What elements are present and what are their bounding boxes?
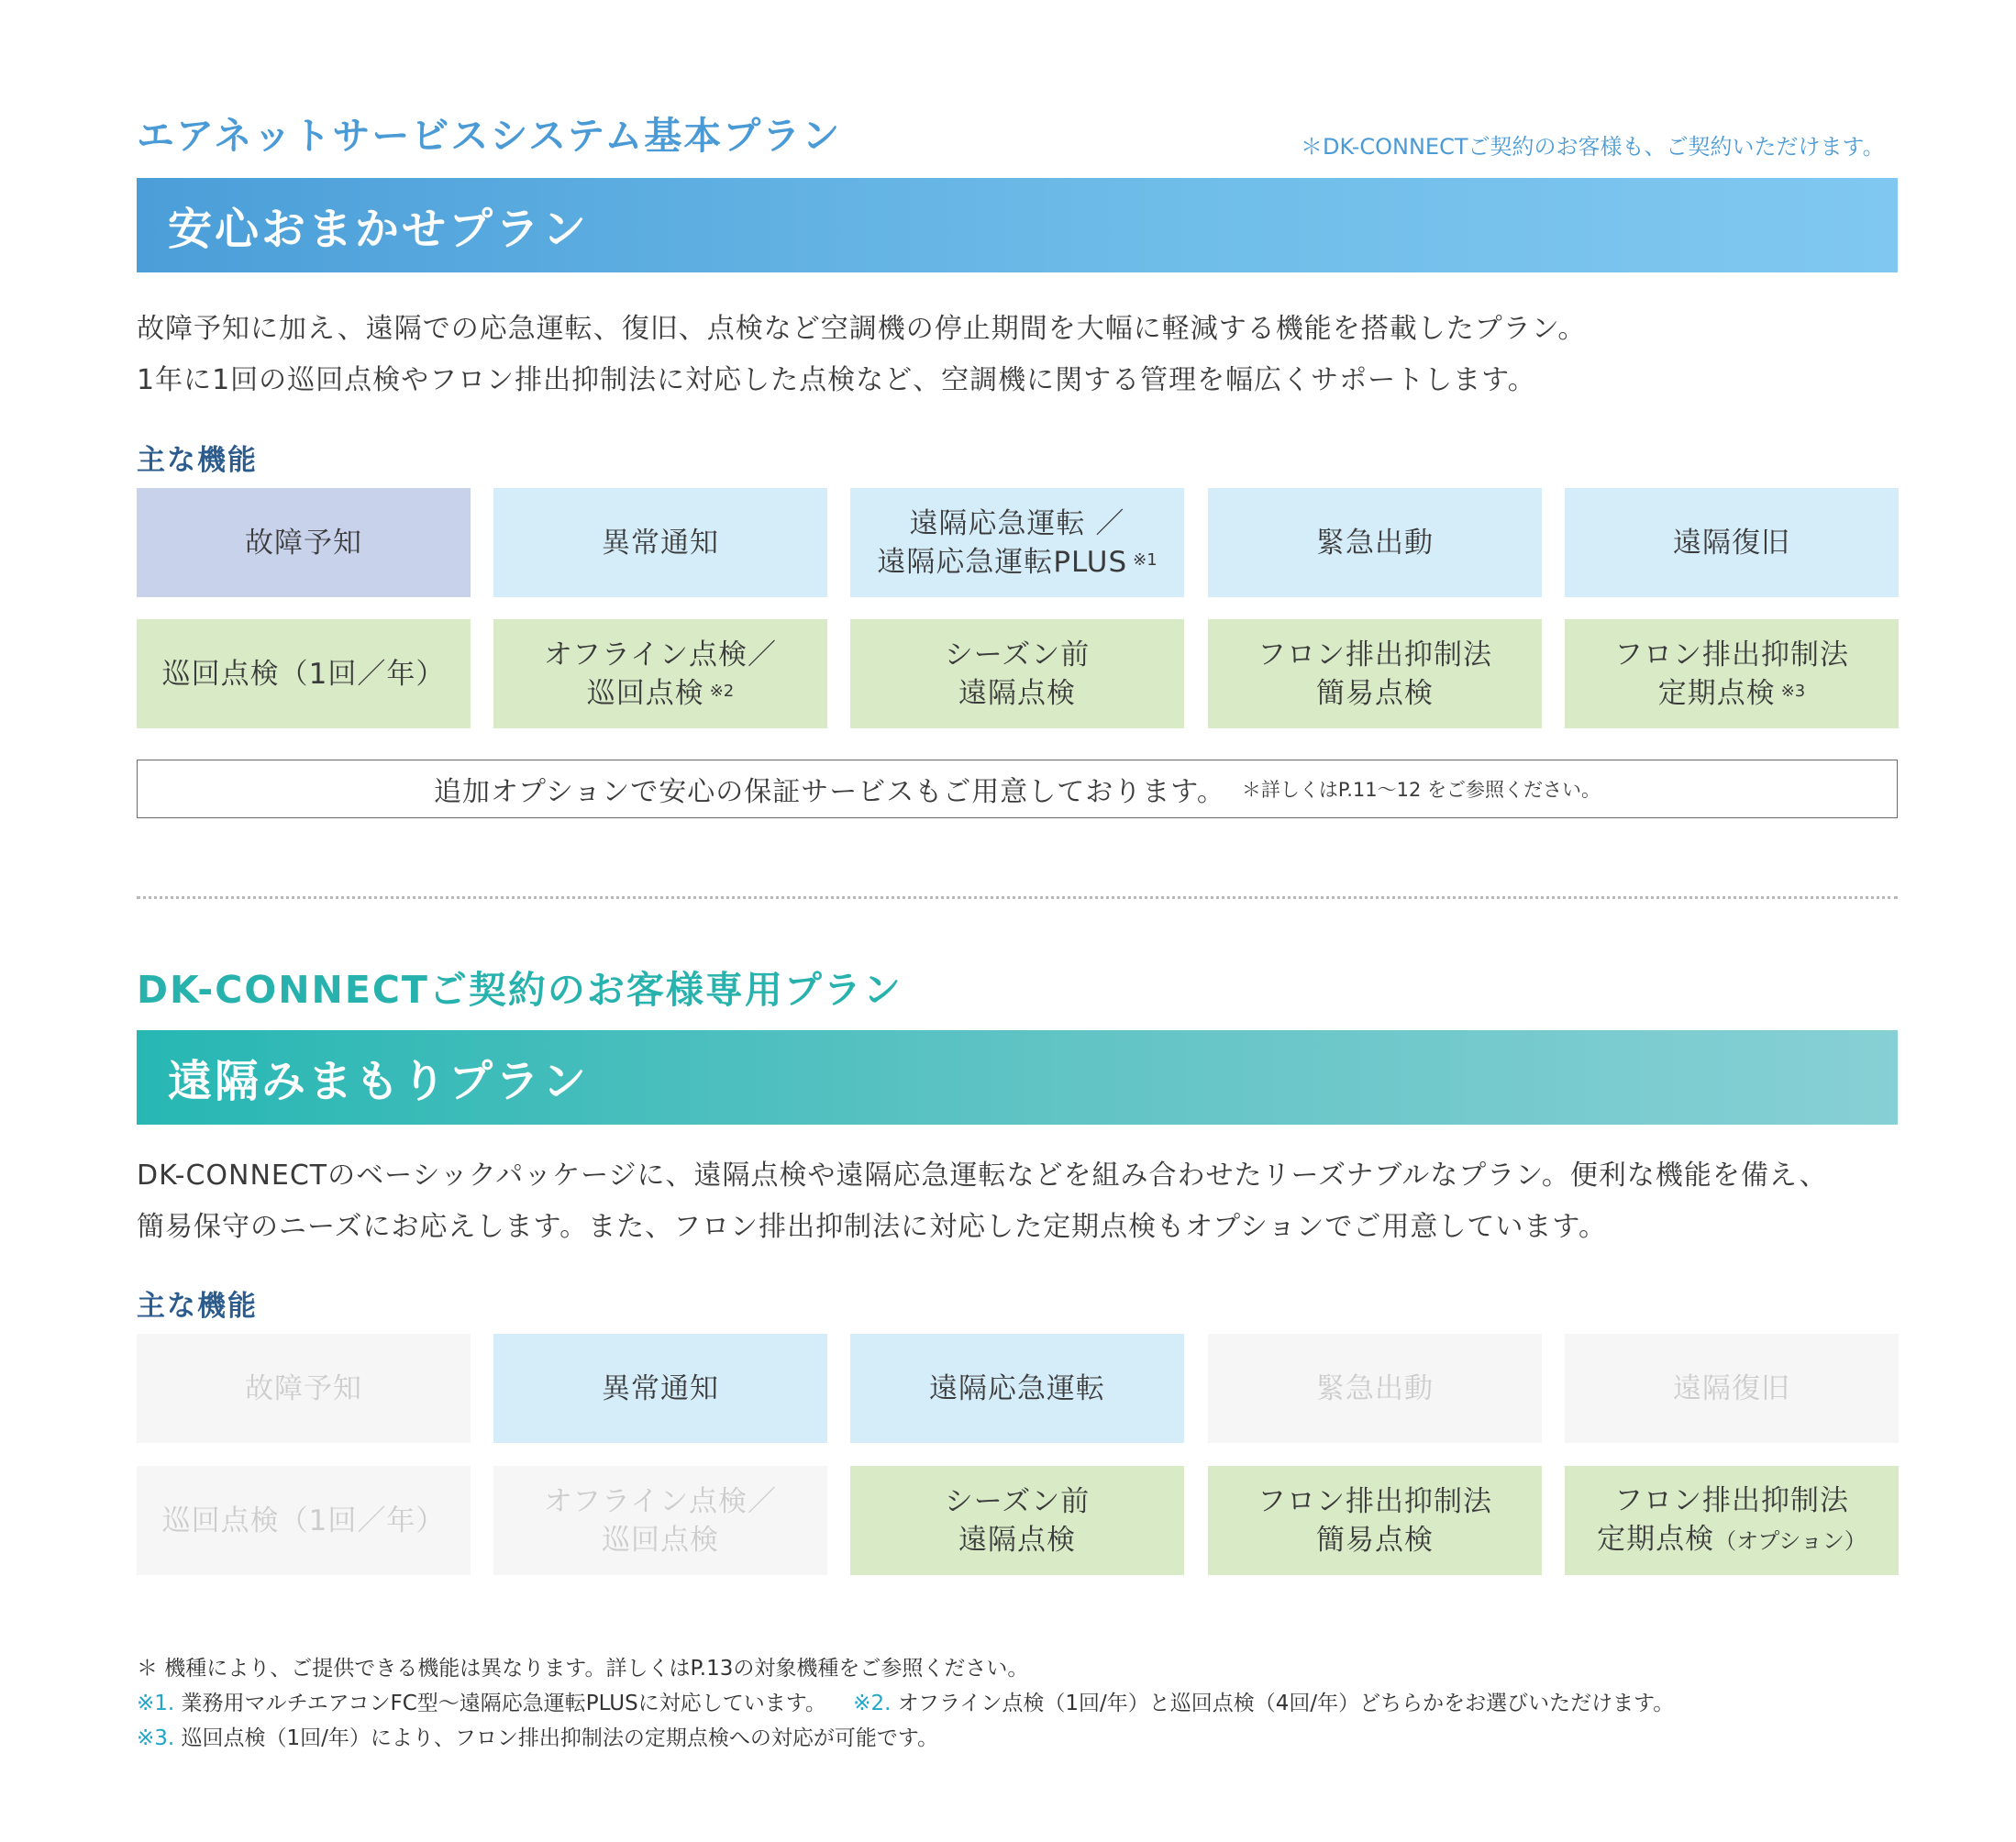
footnote-ref: ※3 (1780, 681, 1806, 701)
feature-freon-simple-inspection (1208, 619, 1542, 728)
feature-label-line2: 遠隔点検 (958, 676, 1076, 710)
feature-emergency-dispatch (1208, 488, 1542, 597)
footnote-general: ＊ 機種により、ご提供できる機能は異なります。詳しくはP.13の対象機種をご参照ください。 (137, 1657, 1029, 1681)
plan1-features-heading: 主な機能 (137, 444, 258, 477)
feature-offline-inspection (493, 619, 827, 728)
feature-offline-inspection-unavailable (493, 1466, 827, 1575)
footnote-text-3: 巡回点検（1回/年）により、フロン排出抑制法の定期点検への対応が可能です。 (181, 1726, 939, 1750)
feature-label: 故障予知 (245, 526, 362, 560)
feature-label-line1: シーズン前 (944, 1484, 1091, 1518)
plan1-description (137, 304, 1925, 406)
footnote-mark-3: ※3. (137, 1726, 175, 1750)
plan2-features-heading: 主な機能 (137, 1290, 258, 1323)
plan2-description (137, 1150, 1925, 1253)
feature-label-line1: オフライン点検／ (543, 638, 778, 671)
feature-patrol-inspection-unavailable (137, 1466, 471, 1575)
feature-label-line1: オフライン点検／ (543, 1484, 778, 1518)
feature-preseason-remote-inspection (850, 1466, 1184, 1575)
feature-label-line1: フロン排出抑制法 (1614, 638, 1849, 671)
plan2-title: 遠隔みまもりプラン (168, 1056, 590, 1107)
feature-error-notification (493, 1334, 827, 1443)
footnote-ref: ※1 (1133, 549, 1158, 570)
section-divider (137, 896, 1898, 899)
plan1-note: ＊DK-CONNECTご契約のお客様も、ご契約いただけます。 (1301, 134, 1885, 160)
option-text: 追加オプションで安心の保証サービスもご用意しております。 (433, 776, 1225, 808)
feature-remote-recovery-unavailable (1565, 1334, 1899, 1443)
footnotes-1-2 (137, 1686, 1674, 1721)
plan1-subtitle: エアネットサービスシステム基本プラン (137, 114, 842, 158)
option-page-reference: ＊詳しくはP.11～12 をご参照ください。 (1241, 779, 1601, 801)
option-notice-box (137, 760, 1898, 818)
feature-remote-emergency-operation (850, 1334, 1184, 1443)
feature-label: 巡回点検（1回／年） (161, 1504, 446, 1537)
option-tag: （オプション） (1714, 1527, 1866, 1554)
feature-label-line2: 遠隔応急運転PLUS (877, 545, 1128, 579)
feature-label-line2: 定期点検 (1597, 1522, 1715, 1556)
feature-label: 異常通知 (602, 526, 719, 560)
footnote-text-2: オフライン点検（1回/年）と巡回点検（4回/年）どちらかをお選びいただけます。 (897, 1692, 1675, 1715)
plan1-title: 安心おまかせプラン (168, 204, 590, 255)
feature-label-line2: 簡易点検 (1316, 1523, 1434, 1557)
plan2-desc-line1: DK-CONNECTのベーシックパッケージに、遠隔点検や遠隔応急運転などを組み合わせたリーズナブルなプラン。便利な機能を備え、 (137, 1160, 1828, 1192)
feature-label-line1: シーズン前 (944, 638, 1091, 671)
plan1-desc-line2: 1年に1回の巡回点検やフロン排出抑制法に対応した点検など、空調機に関する管理を幅広くサポートします。 (137, 364, 1536, 396)
feature-label-line2: 簡易点検 (1316, 676, 1434, 710)
feature-label: 遠隔復旧 (1673, 1371, 1790, 1405)
feature-patrol-inspection (137, 619, 471, 728)
feature-label: 緊急出動 (1316, 526, 1434, 560)
feature-label-line1: フロン排出抑制法 (1257, 1484, 1492, 1518)
feature-label: 巡回点検（1回／年） (161, 657, 446, 691)
plan2-banner (137, 1030, 1898, 1125)
footnote-mark-1: ※1. (137, 1692, 175, 1715)
feature-freon-periodic-inspection-option (1565, 1466, 1899, 1575)
feature-preseason-remote-inspection (850, 619, 1184, 728)
feature-label: 異常通知 (602, 1371, 719, 1405)
feature-label-line2: 巡回点検 (601, 1523, 719, 1557)
feature-failure-prediction (137, 488, 471, 597)
feature-label-line2: 巡回点検 (586, 676, 704, 710)
feature-label: 故障予知 (245, 1371, 362, 1405)
plan1-desc-line1: 故障予知に加え、遠隔での応急運転、復旧、点検など空調機の停止期間を大幅に軽減する機能を搭載したプラン。 (137, 313, 1587, 345)
feature-emergency-dispatch-unavailable (1208, 1334, 1542, 1443)
plan1-banner (137, 178, 1898, 272)
feature-freon-simple-inspection (1208, 1466, 1542, 1575)
footnote-3 (137, 1721, 1674, 1756)
feature-label-line1: フロン排出抑制法 (1614, 1483, 1849, 1517)
footnotes (137, 1651, 1674, 1756)
feature-error-notification (493, 488, 827, 597)
feature-label-line1: 遠隔応急運転 ／ (909, 506, 1125, 540)
feature-label-line2: 遠隔点検 (958, 1523, 1076, 1557)
feature-label: 遠隔応急運転 (929, 1371, 1105, 1405)
feature-remote-recovery (1565, 488, 1899, 597)
feature-label: 遠隔復旧 (1673, 526, 1790, 560)
feature-freon-periodic-inspection (1565, 619, 1899, 728)
footnote-mark-2: ※2. (853, 1692, 892, 1715)
footnote-ref: ※2 (709, 681, 735, 701)
footnote-text-1: 業務用マルチエアコンFC型～遠隔応急運転PLUSに対応しています。 (181, 1692, 826, 1715)
plan2-desc-line2: 簡易保守のニーズにお応えします。また、フロン排出抑制法に対応した定期点検もオプションでご用意しています。 (137, 1211, 1607, 1243)
feature-remote-emergency-operation (850, 488, 1184, 597)
feature-label-line1: フロン排出抑制法 (1257, 638, 1492, 671)
feature-label: 緊急出動 (1316, 1371, 1434, 1405)
feature-label-line2: 定期点検 (1657, 676, 1776, 710)
plan2-subtitle: DK-CONNECTご契約のお客様専用プラン (137, 968, 903, 1012)
feature-failure-prediction-unavailable (137, 1334, 471, 1443)
